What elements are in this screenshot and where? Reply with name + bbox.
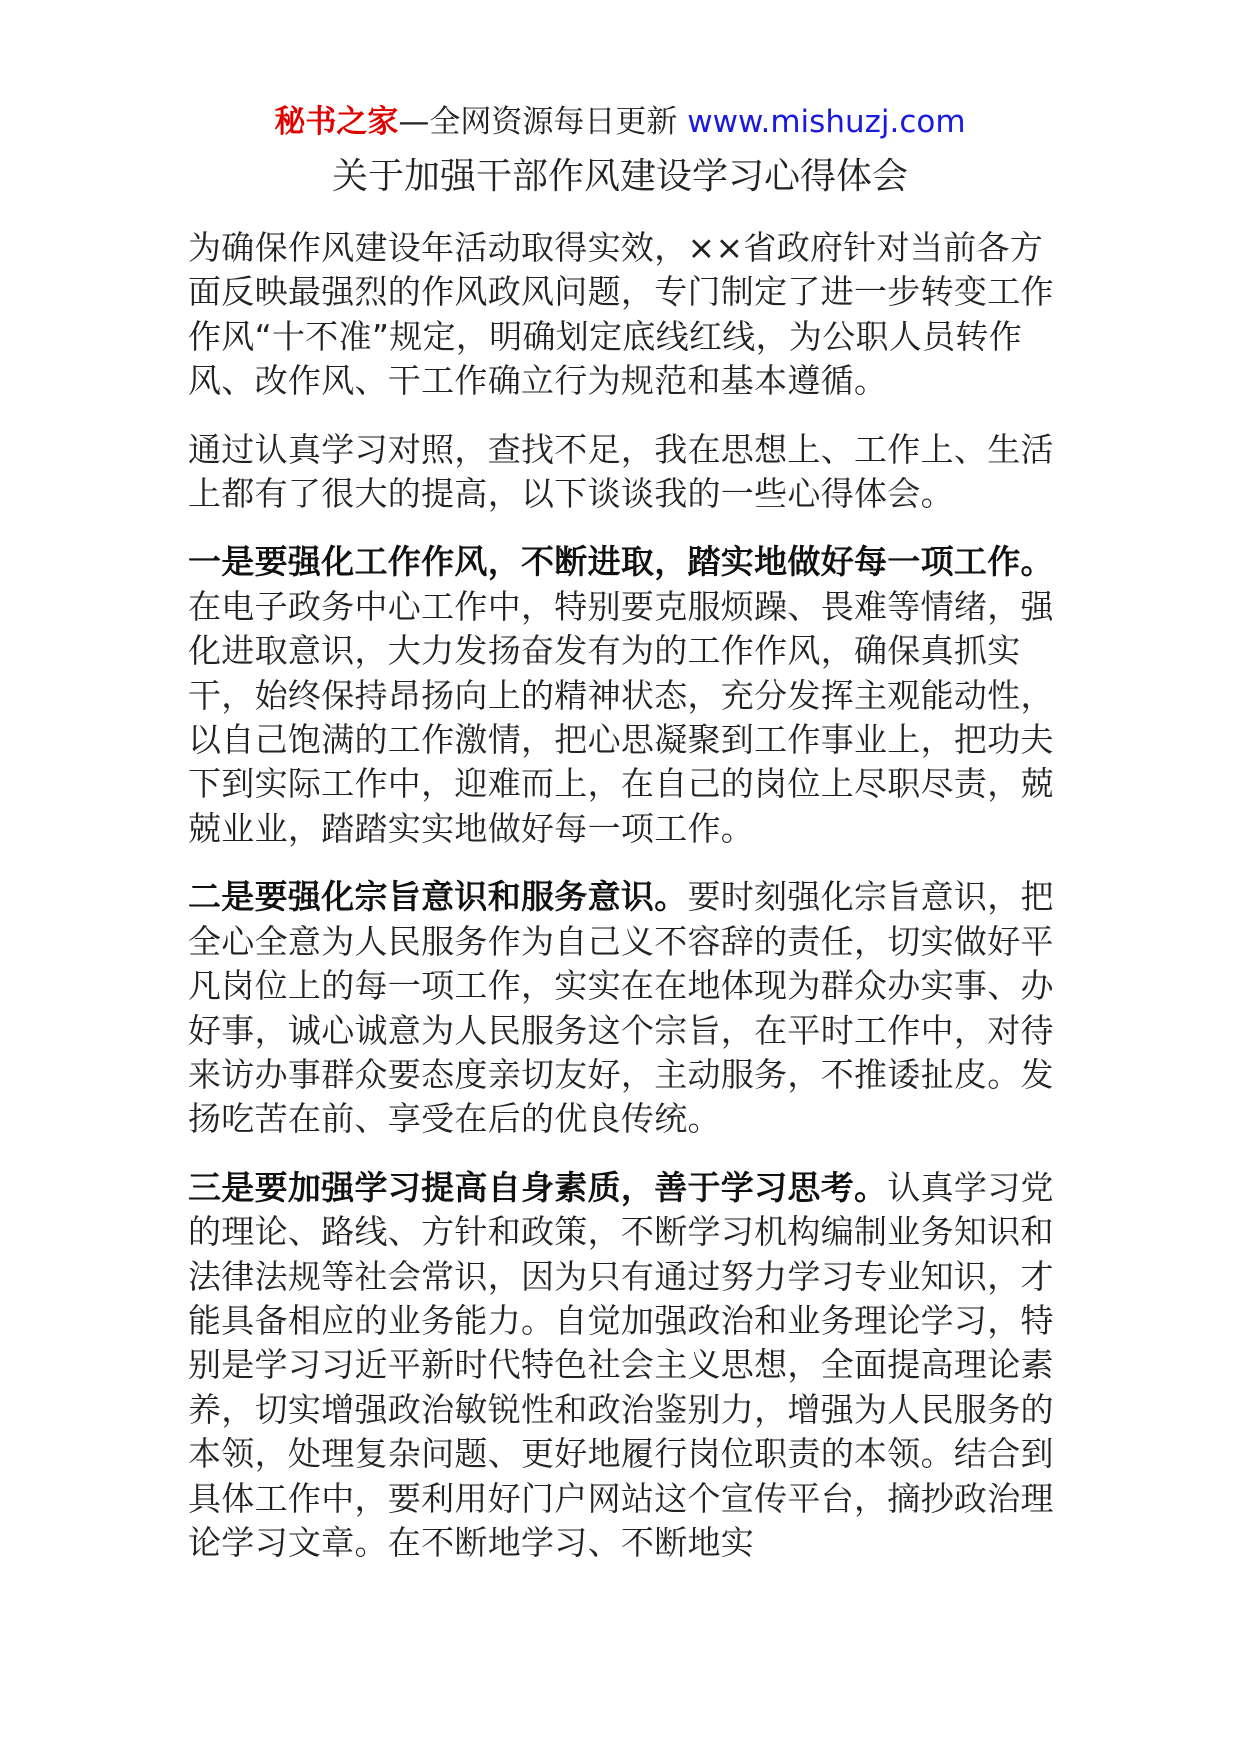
site-url-link[interactable]: www.mishuzj.com <box>687 104 966 140</box>
header-tagline: —全网资源每日更新 <box>398 104 678 140</box>
paragraph-1 <box>188 226 1054 404</box>
brand-name: 秘书之家 <box>274 104 399 140</box>
paragraph-5-lead: 三是要加强学习提高自身素质，善于学习思考。 <box>188 1167 888 1207</box>
paragraph-5 <box>188 1166 1054 1566</box>
document-body <box>188 226 1054 1589</box>
paragraph-3-text: 在电子政务中心工作中，特别要克服烦躁、畏难等情绪，强化进取意识，大力发扬奋发有为的工作作风，确保真抓实干，始终保持昂扬向上的精神状态，充分发挥主观能动性，以自己饱满的工作激情，把心思凝聚到工作事业上，把功夫下到实际工作中，迎难而上，在自己的岗位上尽职尽责，兢兢业业，踏踏实实地做好每一项工作。 <box>188 586 1054 848</box>
paragraph-2-text: 通过认真学习对照，查找不足，我在思想上、工作上、生活上都有了很大的提高，以下谈谈我的一些心得体会。 <box>188 429 1054 514</box>
paragraph-1-text: 为确保作风建设年活动取得实效，××省政府针对当前各方面反映最强烈的作风政风问题，专门制定了进一步转变工作作风“十不准”规定，明确划定底线红线，为公职人员转作风、改作风、干工作确立行为规范和基本遵循。 <box>188 228 1054 401</box>
paragraph-2 <box>188 428 1054 517</box>
paragraph-4 <box>188 875 1054 1141</box>
paragraph-3-lead: 一是要强化工作作风，不断进取，踏实地做好每一项工作。 <box>188 542 1054 582</box>
paragraph-4-text: 要时刻强化宗旨意识，把全心全意为人民服务作为自己义不容辞的责任，切实做好平凡岗位上的每一项工作，实实在在地体现为群众办实事、办好事，诚心诚意为人民服务这个宗旨，在平时工作中，对待来访办事群众要态度亲切友好，主动服务，不推诿扯皮。发扬吃苦在前、享受在后的优良传统。 <box>188 877 1054 1139</box>
paragraph-3 <box>188 540 1054 851</box>
paragraph-5-text: 认真学习党的理论、路线、方针和政策，不断学习机构编制业务知识和法律法规等社会常识，因为只有通过努力学习专业知识，才能具备相应的业务能力。自觉加强政治和业务理论学习，特别是学习习近平新时代特色社会主义思想，全面提高理论素养，切实增强政治敏锐性和政治鉴别力，增强为人民服务的本领，处理复杂问题、更好地履行岗位职责的本领。结合到具体工作中，要利用好门户网站这个宣传平台，摘抄政治理论学习文章。在不断地学习、不断地实 <box>188 1167 1054 1562</box>
site-header <box>0 100 1240 144</box>
document-title: 关于加强干部作风建设学习心得体会 <box>331 156 908 197</box>
paragraph-4-lead: 二是要强化宗旨意识和服务意识。 <box>188 877 688 917</box>
